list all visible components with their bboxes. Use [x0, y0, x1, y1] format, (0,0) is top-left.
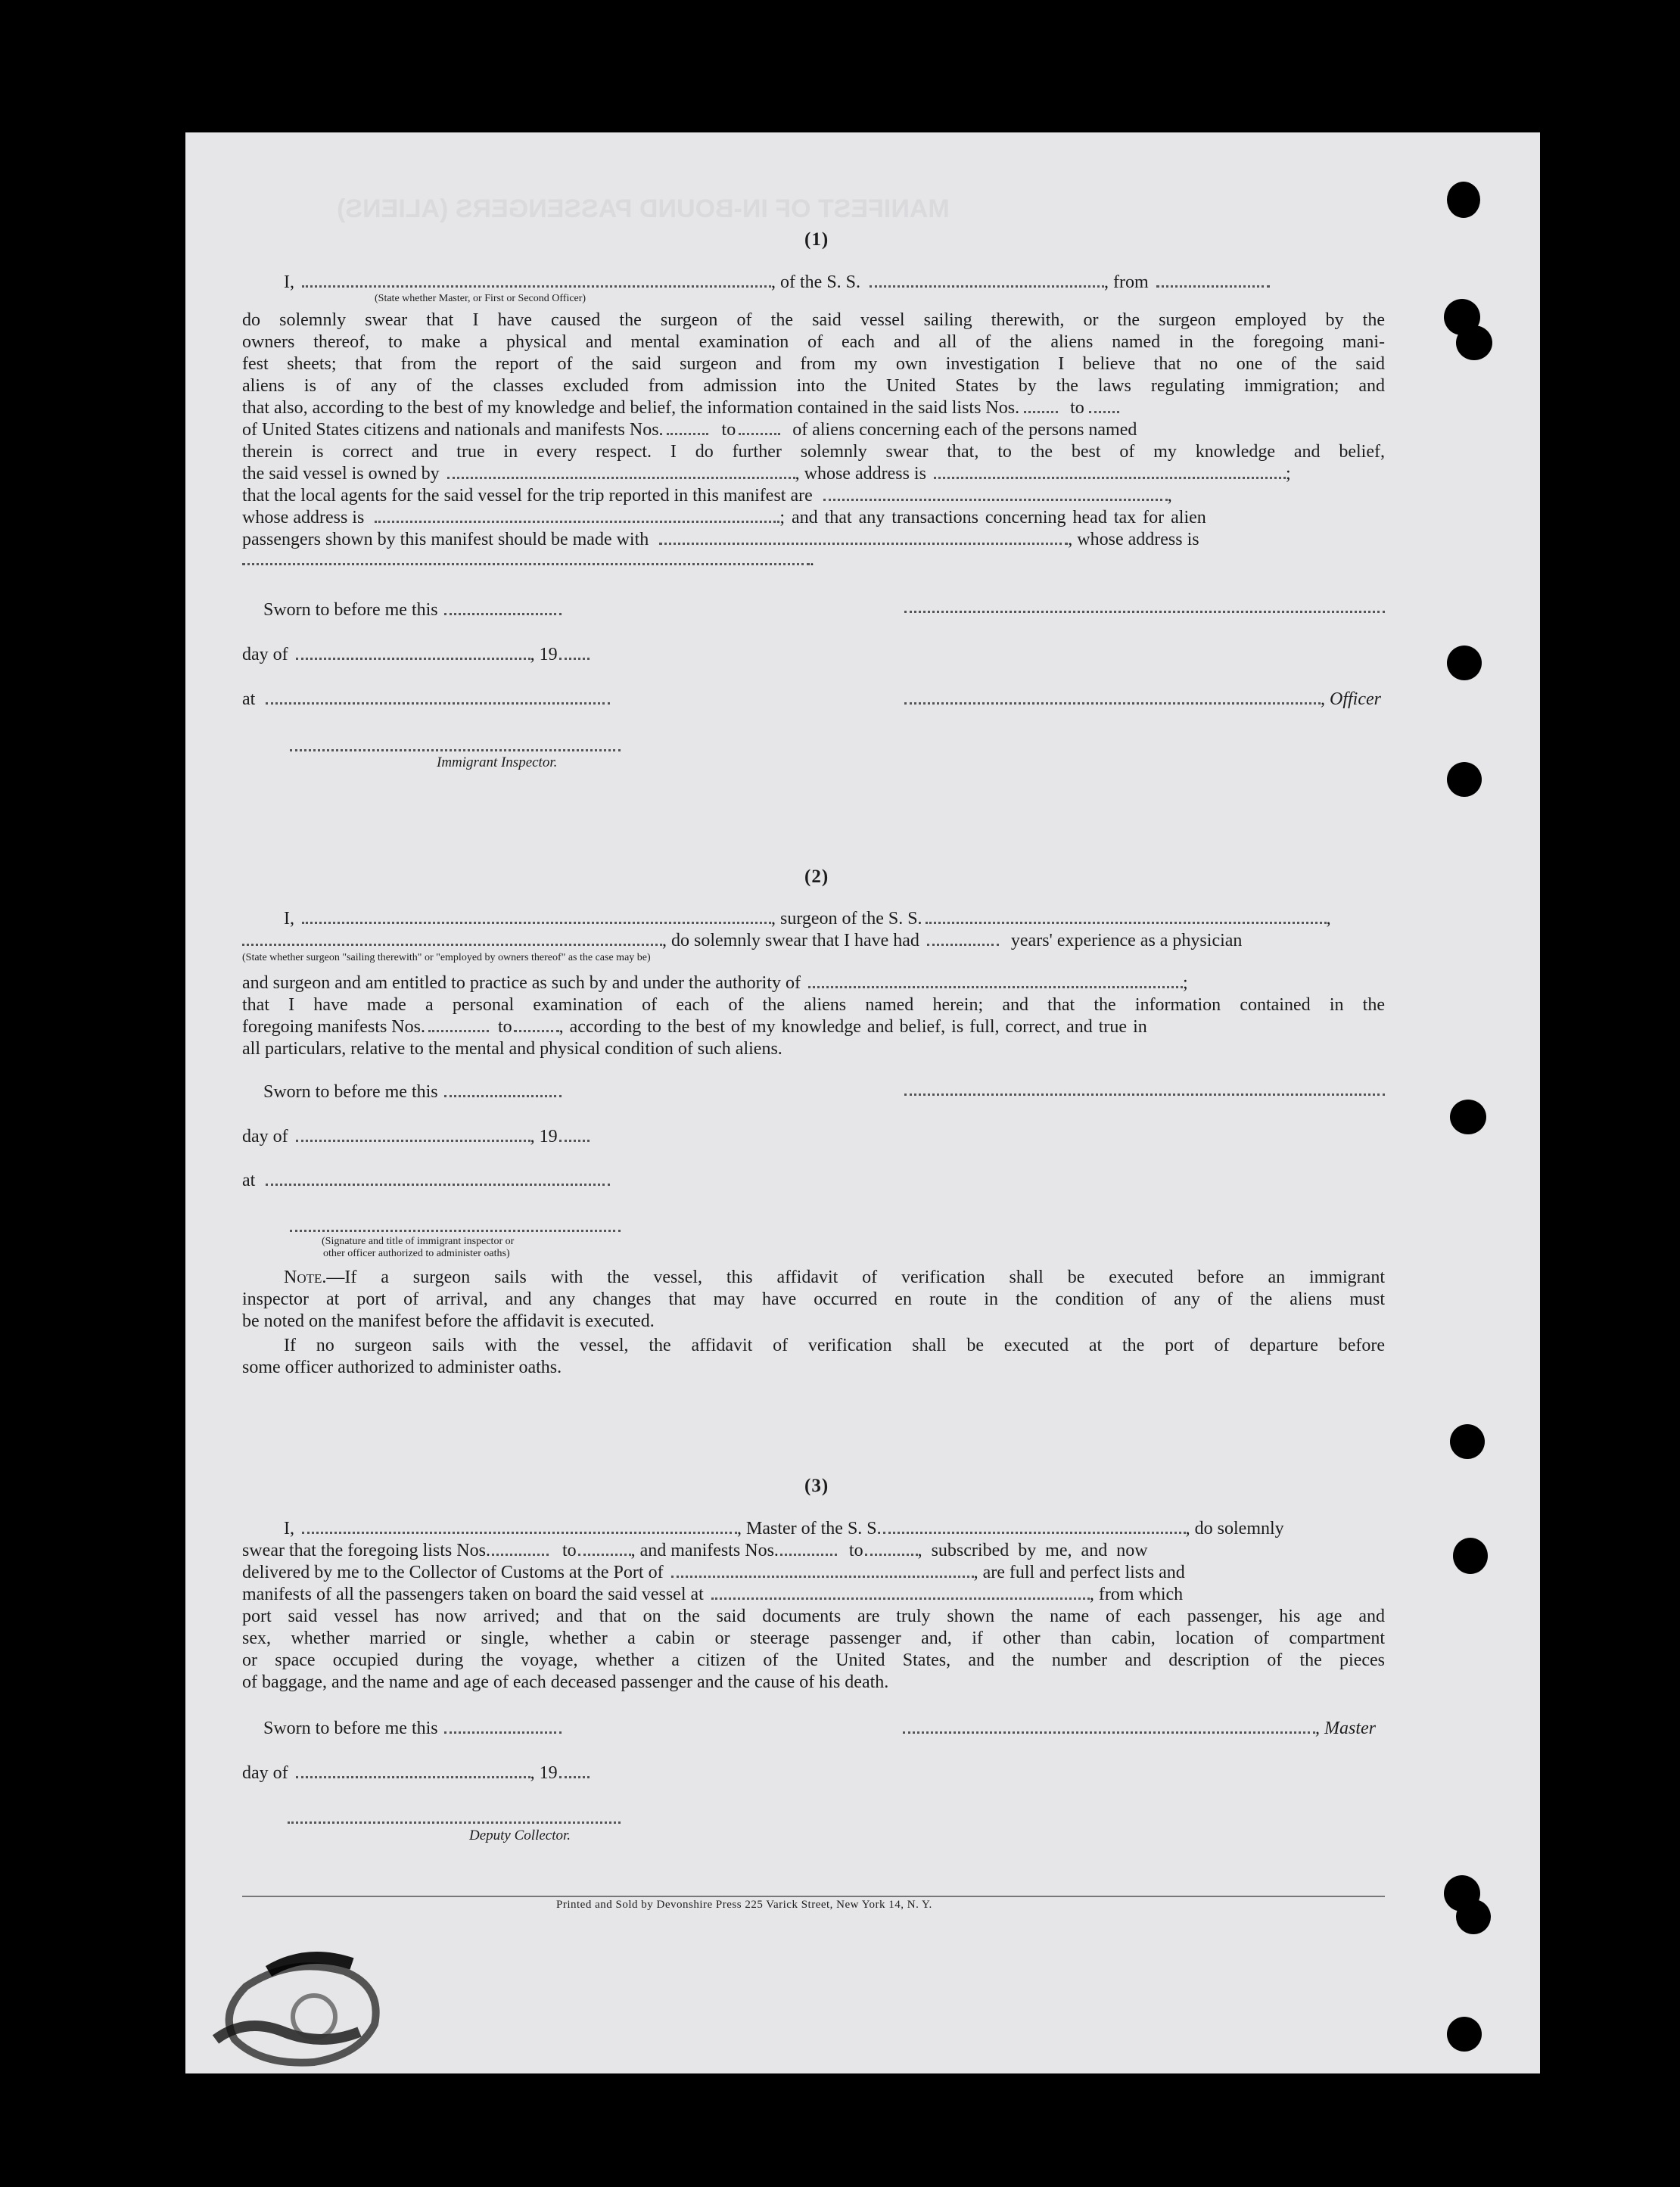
punch-hole: [1450, 1100, 1486, 1134]
s1-para-line-7: therein is correct and true in every respect. I do further solemnly swear that, to the best of my knowledge and belief,: [242, 442, 1385, 462]
s1-inspector-label: Immigrant Inspector.: [437, 754, 558, 770]
s2-sig-note-1: (Signature and title of immigrant inspector or: [322, 1236, 515, 1247]
s3-sworn: Sworn to before me this: [263, 1719, 562, 1739]
s2-note-line-3: be noted on the manifest before the affidavit is executed.: [242, 1311, 655, 1331]
s2-line-1: I, , surgeon of the S. S. ,: [284, 909, 1331, 929]
stamp-mark: [201, 1941, 420, 2077]
s1-para-line-9: that the local agents for the said vessel for the trip reported in this manifest are ,: [242, 486, 1172, 506]
printer-imprint: Printed and Sold by Devonshire Press 225 Varick Street, New York 14, N. Y.: [556, 1899, 932, 1911]
s3-deputy-label: Deputy Collector.: [469, 1828, 571, 1843]
s2-at: at: [242, 1171, 610, 1191]
s1-officer-note: (State whether Master, or First or Second Officer): [375, 293, 586, 304]
s3-line-6: sex, whether married or single, whether a cabin or steerage passenger and, if other than cabin, location of compartment: [242, 1629, 1385, 1648]
s3-master: , Master: [903, 1719, 1376, 1739]
section-2-number: (2): [804, 866, 829, 887]
s2-note-line-5: some officer authorized to administer oaths.: [242, 1358, 562, 1377]
s2-line-4: that I have made a personal examination of each of the aliens named herein; and that the information contained in the: [242, 995, 1385, 1015]
s3-line-4: manifests of all the passengers taken on board the said vessel at , from which: [242, 1585, 1184, 1604]
bleed-through-title: MANIFEST OF IN-BOUND PASSENGERS (ALIENS): [337, 194, 950, 223]
punch-hole: [1447, 182, 1480, 218]
s1-sworn: Sworn to before me this: [263, 600, 562, 621]
s2-inspector-sig-line: [290, 1230, 621, 1232]
s2-line-3: and surgeon and am entitled to practice as such by and under the authority of ;: [242, 973, 1188, 993]
s1-para-line-12: .: [242, 550, 814, 571]
punch-hole: [1456, 325, 1492, 360]
s1-para-line-6: of United States citizens and nationals and manifests Nos. to of aliens concerning each of the persons named: [242, 420, 1137, 440]
punch-hole: [1447, 762, 1482, 797]
section-1-number: (1): [804, 229, 829, 250]
s1-inspector-sig-line: [290, 749, 621, 751]
s1-para-line-4: aliens is of any of the classes excluded from admission into the United States by the laws regulating immigration; and: [242, 376, 1385, 396]
s1-para-line-1: do solemnly swear that I have caused the surgeon of the said vessel sailing therewith, or the surgeon employed by the: [242, 310, 1385, 330]
s3-line-7: or space occupied during the voyage, whether a citizen of the United States, and the number and description of the pieces: [242, 1650, 1385, 1670]
s2-line-6: all particulars, relative to the mental and physical condition of such aliens.: [242, 1039, 782, 1059]
s1-para-line-11: passengers shown by this manifest should be made with , whose address is: [242, 530, 1199, 549]
s1-officer: , Officer: [904, 689, 1381, 710]
s2-note-line-4: If no surgeon sails with the vessel, the affidavit of verification shall be executed at the port of departure before: [284, 1336, 1385, 1355]
document-page: [185, 132, 1540, 2073]
s2-note-line-1: Note.—If a surgeon sails with the vessel, this affidavit of verification shall be executed before an immigrant: [284, 1268, 1385, 1287]
s1-para-line-8: the said vessel is owned by , whose address is ;: [242, 464, 1291, 484]
s1-at: at: [242, 689, 610, 710]
s1-para-line-2: owners thereof, to make a physical and mental examination of each and all of the aliens named in the foregoing mani-: [242, 332, 1385, 352]
punch-hole: [1447, 2017, 1482, 2052]
s2-line-5: foregoing manifests Nos. to , according to the best of my knowledge and belief, is full, correct, and true in: [242, 1017, 1147, 1037]
punch-hole: [1450, 1424, 1485, 1459]
s3-line-8: of baggage, and the name and age of each deceased passenger and the cause of his death.: [242, 1672, 889, 1692]
section-3-number: (3): [804, 1476, 829, 1496]
s2-note-line-2: inspector at port of arrival, and any changes that may have occurred en route in the condition of any of the aliens must: [242, 1289, 1385, 1309]
footer-rule: [242, 1896, 1385, 1897]
s2-line-2: , do solemnly swear that I have had years' experience as a physician: [242, 931, 1242, 951]
s1-para-line-10: whose address is ; and that any transactions concerning head tax for alien: [242, 508, 1206, 527]
punch-hole: [1447, 646, 1482, 680]
s2-sig-note-2: other officer authorized to administer oaths): [323, 1248, 510, 1259]
s2-surgeon-note: (State whether surgeon "sailing therewith" or "employed by owners thereof" as the case may be): [242, 952, 651, 963]
punch-hole: [1456, 1899, 1491, 1934]
s3-collector-sig-line: [288, 1821, 621, 1824]
s1-officer-sig-line: [904, 611, 1385, 613]
punch-hole: [1453, 1538, 1488, 1574]
s1-line-1: I, , of the S. S. , from: [284, 272, 1270, 293]
s1-para-line-3: fest sheets; that from the report of the said surgeon and from my own investigation I believe that no one of the said: [242, 354, 1385, 374]
s2-day-of: day of , 19: [242, 1127, 590, 1147]
s3-line-2: swear that the foregoing lists Nos. to , and manifests Nos. to , subscribed by me, and now: [242, 1541, 1148, 1560]
s2-sworn: Sworn to before me this: [263, 1082, 562, 1103]
s2-surgeon-sig-line: [904, 1094, 1385, 1096]
s1-day-of: day of , 19: [242, 645, 590, 665]
s3-line-1: I, , Master of the S. S. , do solemnly: [284, 1519, 1284, 1538]
s1-para-line-5: that also, according to the best of my knowledge and belief, the information contained in the said lists Nos. to: [242, 398, 1119, 418]
s3-line-5: port said vessel has now arrived; and that on the said documents are truly shown the name of each passenger, his age and: [242, 1607, 1385, 1626]
s3-line-3: delivered by me to the Collector of Customs at the Port of , are full and perfect lists and: [242, 1563, 1185, 1582]
s3-day-of: day of , 19: [242, 1763, 590, 1784]
